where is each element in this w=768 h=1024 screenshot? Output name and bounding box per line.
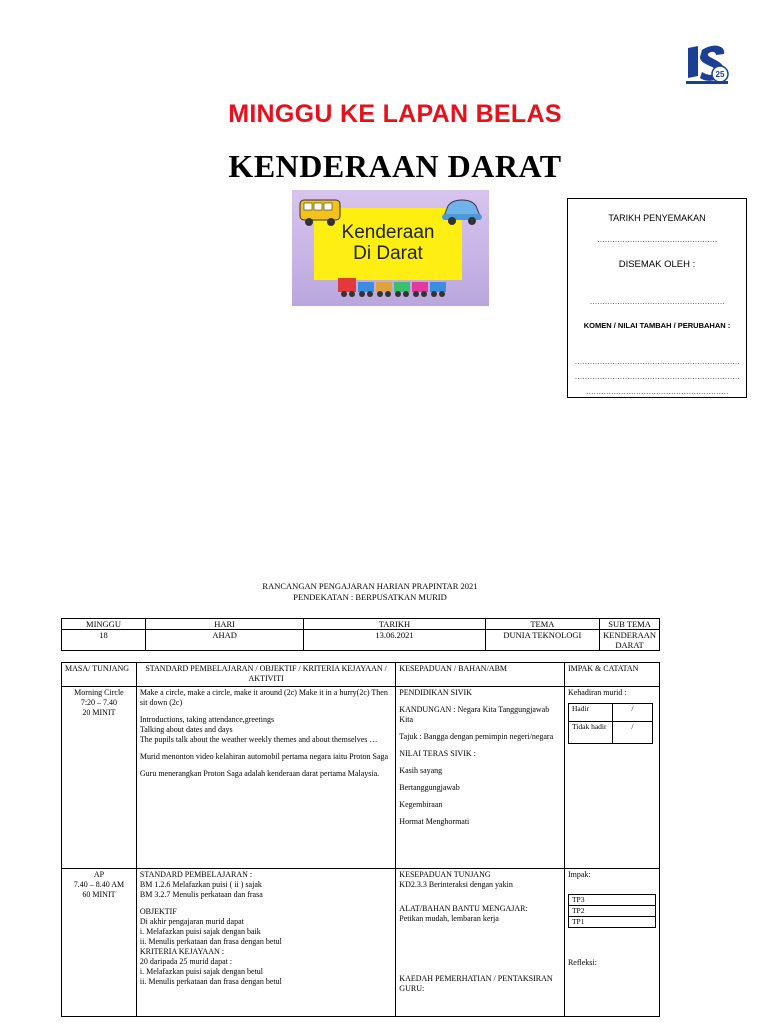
impact-label: Impak: (567, 870, 591, 879)
tp-level-2: TP2 (568, 906, 655, 917)
attendance-present-label: Hadir (568, 704, 612, 722)
info-header-tema: TEMA (485, 619, 599, 630)
tp-row (568, 906, 655, 917)
row2-objective-1: Di akhir pengajaran murid dapat (139, 917, 244, 926)
attendance-row (568, 722, 652, 744)
row2-assessment-label: KAEDAH PEMERHATIAN / PENTAKSIRAN GURU: (399, 974, 553, 993)
info-header-hari: HARI (145, 619, 303, 630)
row2-materials-label: ALAT/BAHAN BANTU MENGAJAR: (399, 904, 528, 913)
row2-integration-label: KESEPADUAN TUNJANG (399, 870, 491, 879)
row2-objective-3: ii. Menulis perkataan dan frasa dengan betul (139, 937, 282, 946)
review-date-line: ………………………………………… (597, 235, 717, 244)
row1-time-3: 20 MINIT (82, 708, 116, 717)
theme-title: KENDERAAN DARAT (228, 148, 562, 184)
attendance-row (568, 704, 652, 722)
tp-row (568, 895, 655, 906)
review-date-label: TARIKH PENYEMAKAN (608, 213, 706, 223)
row1-int-4: NILAI TERAS SIVIK : (399, 749, 476, 758)
plan-title-line-2: PENDEKATAN : BERPUSATKAN MURID (293, 592, 447, 602)
row1-activity-1: Make a circle, make a circle, make it around (2c) Make it in a hurry(2c) Then sit down (2c) (139, 688, 388, 707)
info-header-subtema: SUB TEMA (600, 619, 660, 630)
row2-sp-item-1: BM 1.2.6 Melafazkan puisi ( ii ) sajak (139, 880, 262, 889)
info-table-row (62, 630, 660, 651)
checked-by-label: DISEMAK OLEH : (618, 259, 696, 270)
banner-text (314, 222, 462, 264)
lesson-table-header (62, 663, 660, 687)
row1-impact (564, 687, 659, 869)
row2-sp-item-2: BM 3.2.7 Menulis perkataan dan frasa (139, 890, 263, 899)
week-title: MINGGU KE LAPAN BELAS (228, 100, 562, 128)
info-value-tema: DUNIA TEKNOLOGI (485, 630, 599, 651)
comment-line-3: ………………………………………………… (585, 387, 729, 396)
row2-time-2: 7.40 – 8.40 AM (73, 880, 125, 889)
row1-integration (396, 687, 565, 869)
train-icon (336, 274, 456, 300)
row1-activity-3: Talking about dates and days (139, 725, 233, 734)
attendance-present-value: / (612, 704, 652, 722)
row2-time-1: AP (93, 870, 105, 879)
row1-activity-5: Murid menonton video kelahiran automobil pertama negara iaitu Proton Saga (139, 752, 389, 761)
attendance-label: Kehadiran murid : (567, 688, 627, 697)
attendance-table (568, 703, 653, 744)
header-impact: IMPAK & CATATAN (564, 663, 659, 687)
row1-time-2: 7:20 – 7.40 (80, 698, 118, 707)
row1-activity-2: Introductions, taking attendance,greetings (139, 715, 275, 724)
row1-activity-4: The pupils talk about the weather weekly themes and about themselves … (139, 735, 378, 744)
row2-impact (564, 869, 659, 1017)
row2-criteria-label: KRITERIA KEJAYAAN : (139, 947, 225, 956)
row2-criteria-2: i. Melafazkan puisi sajak dengan betul (139, 967, 263, 976)
info-value-subtema: KENDERAAN DARAT (600, 630, 660, 651)
attendance-absent-label: Tidak hadir (568, 722, 612, 744)
row2-materials-item: Petikan mudah, lembaran kerja (399, 914, 499, 923)
svg-text:25: 25 (715, 70, 725, 79)
lesson-row-morning (62, 687, 660, 869)
tp-level-1: TP1 (568, 917, 655, 928)
info-header-minggu: MINGGU (62, 619, 146, 630)
info-value-minggu: 18 (62, 630, 146, 651)
row1-time-1: Morning Circle (74, 688, 124, 697)
info-table (61, 618, 660, 651)
row2-objective-label: OBJEKTIF (139, 907, 177, 916)
row1-activity-6: Guru menerangkan Proton Saga adalah kenderaan darat pertama Malaysia. (139, 769, 380, 778)
lesson-row-ap (62, 869, 660, 1017)
row2-time (62, 869, 137, 1017)
header-integration: KESEPADUAN / BAHAN/ABM (396, 663, 565, 687)
bus-icon (298, 194, 344, 228)
info-table-header (62, 619, 660, 630)
checked-by-line: ……………………………………………… (589, 297, 725, 306)
row2-criteria-3: ii. Menulis perkataan dan frasa dengan betul (139, 977, 282, 986)
logo-emblem (680, 40, 734, 88)
row1-activities (136, 687, 395, 869)
row1-time (62, 687, 137, 869)
row2-objective-2: i. Melafazkan puisi sajak dengan baik (139, 927, 261, 936)
row1-int-2: KANDUNGAN : Negara Kita Tanggungjawab Kita (399, 705, 550, 724)
plan-title-line-1: RANCANGAN PENGAJARAN HARIAN PRAPINTAR 2021 (262, 581, 478, 591)
review-box (567, 198, 747, 398)
row2-time-3: 60 MINIT (82, 890, 116, 899)
info-header-tarikh: TARIKH (304, 619, 485, 630)
reflection-label: Refleksi: (567, 958, 597, 967)
banner-line-2: Di Darat (353, 243, 423, 264)
comment-label: KOMEN / NILAI TAMBAH / PERUBAHAN : (583, 321, 731, 330)
row2-criteria-1: 20 daripada 25 murid dapat : (139, 957, 233, 966)
row2-integration-item: KD2.3.3 Berinteraksi dengan yakin (399, 880, 513, 889)
row1-int-1: PENDIDIKAN SIVIK (399, 688, 472, 697)
tp-row (568, 917, 655, 928)
row1-int-3: Tajuk : Bangga dengan pemimpin negeri/negara (399, 732, 554, 741)
banner-image (292, 190, 489, 306)
header-standard: STANDARD PEMBELAJARAN / OBJEKTIF / KRITERIA KEJAYAAN / AKTIVITI (136, 663, 395, 687)
row1-int-7: Kegembiraan (399, 800, 443, 809)
car-icon (440, 196, 484, 226)
info-value-tarikh: 13.06.2021 (304, 630, 485, 651)
row2-integration (396, 869, 565, 1017)
header-time: MASA/ TUNJANG (62, 663, 137, 687)
comment-line-1: ………………………………………………………… (574, 357, 740, 366)
row2-activities (136, 869, 395, 1017)
row1-int-6: Bertanggungjawab (399, 783, 460, 792)
comment-line-2: ………………………………………………………… (574, 372, 740, 381)
row1-int-5: Kasih sayang (399, 766, 443, 775)
info-value-hari: AHAD (145, 630, 303, 651)
row1-int-8: Hormat Menghormati (399, 817, 470, 826)
tp-table (568, 894, 656, 928)
plan-title (0, 581, 740, 603)
attendance-absent-value: / (612, 722, 652, 744)
banner-line-1: Kenderaan (341, 222, 435, 243)
lesson-table (61, 662, 660, 1017)
tp-level-3: TP3 (568, 895, 655, 906)
row2-sp-label: STANDARD PEMBELAJARAN : (139, 870, 253, 879)
